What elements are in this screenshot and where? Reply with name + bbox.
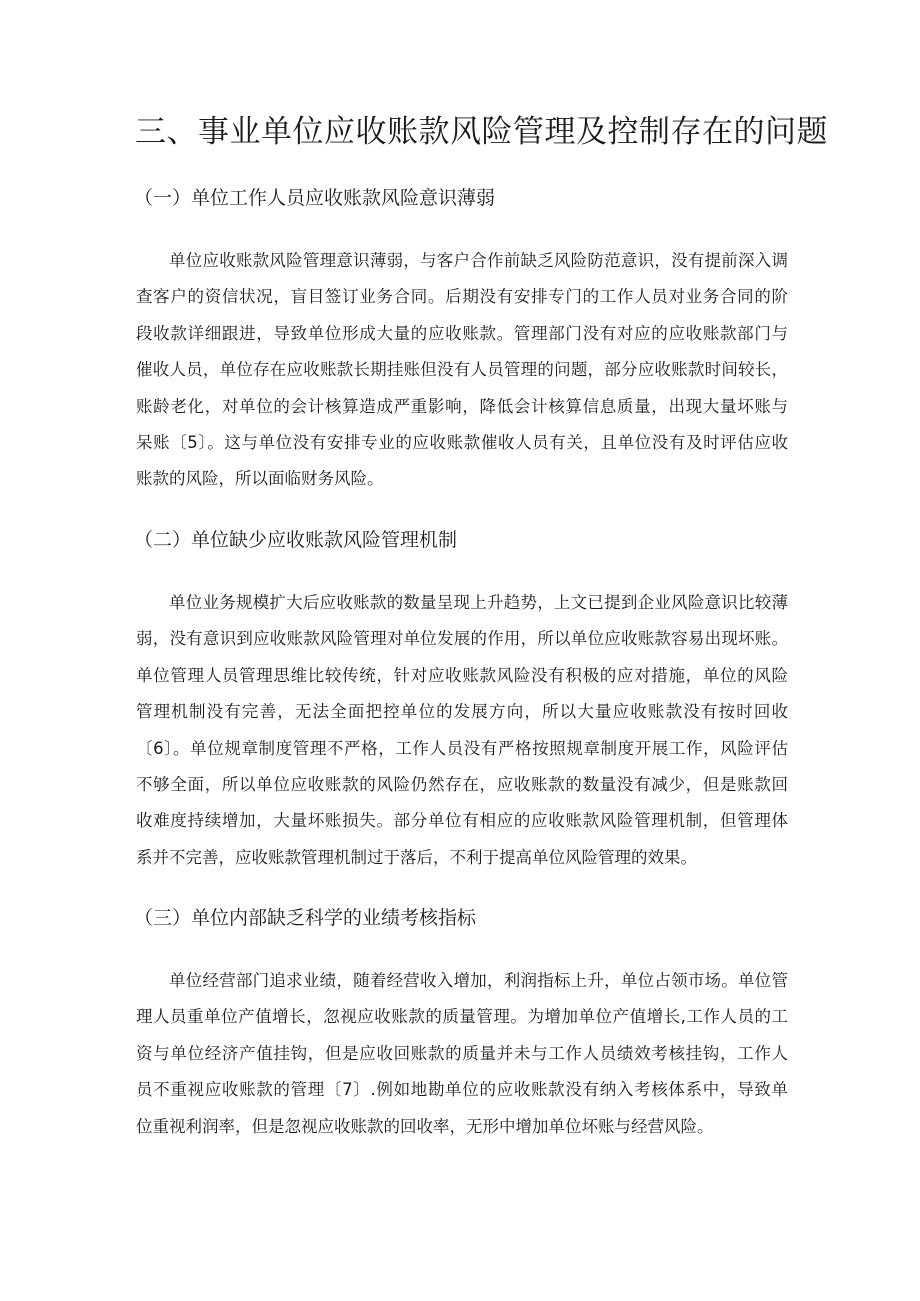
paragraph-line: 弱，没有意识到应收账款风险管理对单位发展的作用，所以单位应收账款容易出现坏账。 <box>136 629 788 649</box>
paragraph-line: 理人员重单位产值增长，忽视应收账款的质量管理。为增加单位产值增长,工作人员的工 <box>136 1007 788 1027</box>
paragraph-3 <box>136 963 788 1145</box>
paragraph-line: 资与单位经济产值挂钩，但是应收回账款的质量并未与工作人员绩效考核挂钩，工作人 <box>136 1043 788 1063</box>
paragraph-1 <box>136 243 788 498</box>
paragraph-line: 单位经营部门追求业绩，随着经营收入增加，利润指标上升，单位占领市场。单位管 <box>169 971 788 990</box>
subsection-heading-3: （三）单位内部缺乏科学的业绩考核指标 <box>134 907 477 929</box>
subsection-heading-2: （二）单位缺少应收账款风险管理机制 <box>134 529 458 551</box>
paragraph-line: 单位管理人员管理思维比较传统，针对应收账款风险没有积极的应对措施，单位的风险 <box>136 665 788 685</box>
section-title: 三、事业单位应收账款风险管理及控制存在的问题 <box>135 114 828 150</box>
paragraph-line: 账款的风险，所以面临财务风险。 <box>136 469 384 489</box>
paragraph-line: 〔6〕。单位规章制度管理不严格，工作人员没有严格按照规章制度开展工作，风险评估 <box>136 738 788 758</box>
paragraph-line: 管理机制没有完善，无法全面把控单位的发展方向，所以大量应收账款没有按时回收 <box>136 702 788 722</box>
paragraph-line: 员不重视应收账款的管理〔7〕.例如地勘单位的应收账款没有纳入考核体系中，导致单 <box>136 1080 788 1100</box>
paragraph-line: 呆账〔5〕。这与单位没有安排专业的应收账款催收人员有关，且单位没有及时评估应收 <box>136 432 788 452</box>
paragraph-line: 单位业务规模扩大后应收账款的数量呈现上升趋势，上文已提到企业风险意识比较薄 <box>169 593 788 612</box>
paragraph-line: 不够全面，所以单位应收账款的风险仍然存在，应收账款的数量没有减少，但是账款回 <box>136 774 788 794</box>
subsection-heading-1: （一）单位工作人员应收账款风险意识薄弱 <box>134 187 496 209</box>
paragraph-line: 收难度持续增加，大量坏账损失。部分单位有相应的应收账款风险管理机制，但管理体 <box>136 811 788 831</box>
paragraph-line: 账龄老化，对单位的会计核算造成严重影响，降低会计核算信息质量，出现大量坏账与 <box>136 396 788 416</box>
paragraph-2 <box>136 585 788 876</box>
paragraph-line: 系并不完善，应收账款管理机制过于落后，不利于提高单位风险管理的效果。 <box>136 847 697 867</box>
paragraph-line: 单位应收账款风险管理意识薄弱，与客户合作前缺乏风险防范意识，没有提前深入调 <box>169 251 788 270</box>
paragraph-line: 位重视利润率，但是忽视应收账款的回收率，无形中增加单位坏账与经营风险。 <box>136 1116 714 1136</box>
paragraph-line: 查客户的资信状况，盲目签订业务合同。后期没有安排专门的工作人员对业务合同的阶 <box>136 287 788 307</box>
paragraph-line: 催收人员，单位存在应收账款长期挂账但没有人员管理的问题，部分应收账款时间较长， <box>136 360 788 380</box>
paragraph-line: 段收款详细跟进，导致单位形成大量的应收账款。管理部门没有对应的应收账款部门与 <box>136 323 788 343</box>
